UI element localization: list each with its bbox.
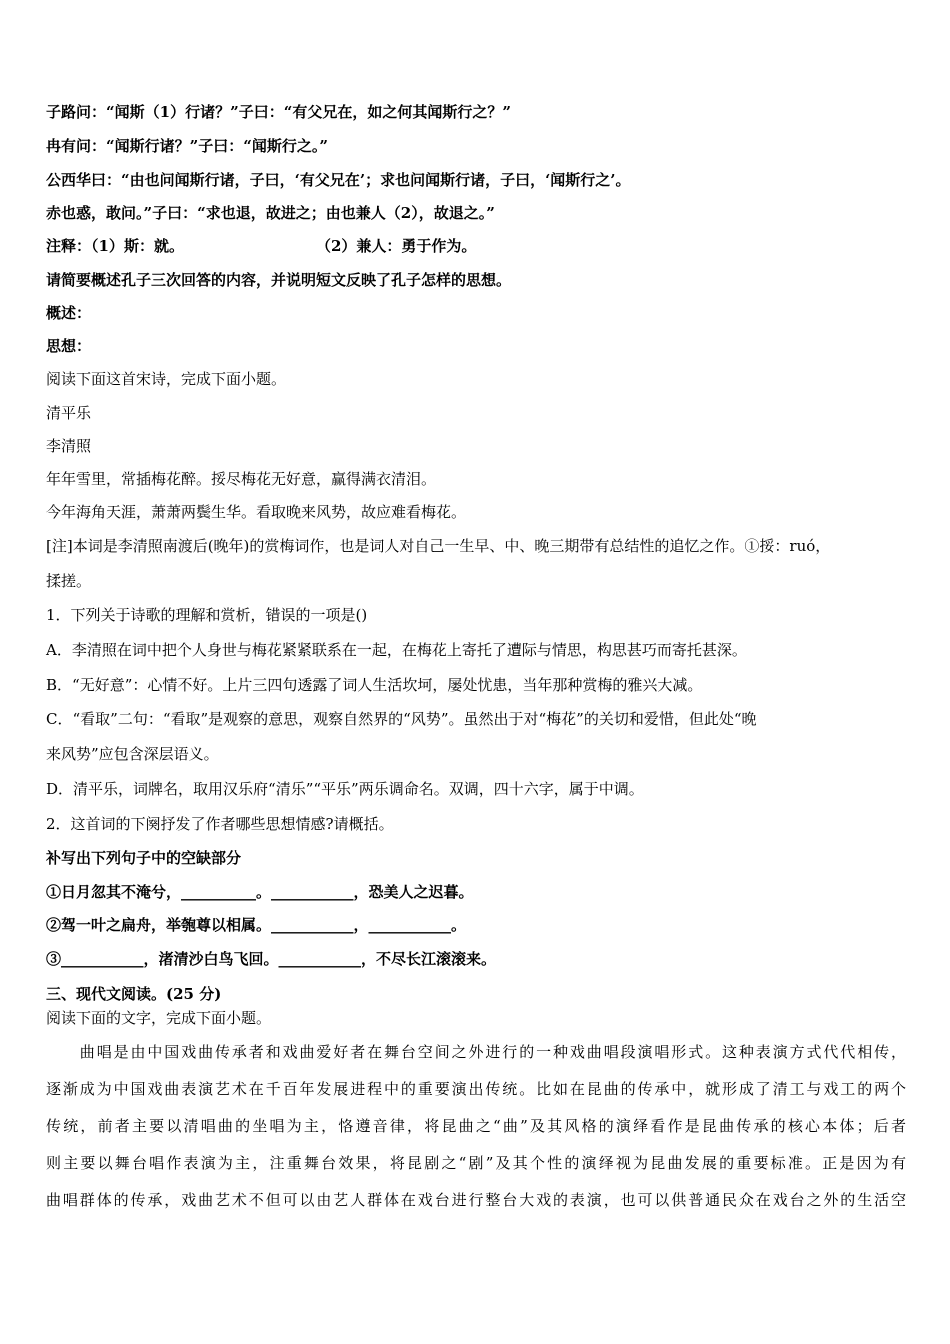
poem-line-1: 年年雪里，常插梅花醉。挼尽梅花无好意，赢得满衣清泪。 bbox=[46, 470, 437, 488]
summary-label: 概述： bbox=[46, 304, 92, 322]
fill-line-2: ②驾一叶之扁舟，举匏尊以相属。___________，___________。 bbox=[46, 916, 467, 934]
passage-line-5: 曲唱群体的传承，戏曲艺术不但可以由艺人群体在戏台进行整台大戏的表演，也可以供普通民众在戏台之外的生活空 bbox=[46, 1191, 906, 1209]
poem-intro: 阅读下面这首宋诗，完成下面小题。 bbox=[46, 370, 287, 388]
passage-line-2: 逐渐成为中国戏曲表演艺术在千百年发展进程中的重要演出传统。比如在昆曲的传承中，就形成了清工与戏工的两个 bbox=[46, 1080, 906, 1098]
poem-note-line-2: 揉搓。 bbox=[46, 572, 92, 590]
poem-title: 清平乐 bbox=[46, 404, 92, 422]
section-3-heading: 三、现代文阅读。(25 分) bbox=[46, 985, 222, 1003]
option-c-line-2: 来风势”应包含深层语义。 bbox=[46, 745, 219, 763]
thought-label: 思想： bbox=[46, 337, 92, 355]
annotation-line bbox=[46, 236, 906, 256]
fill-line-1: ①日月忽其不淹兮，__________。___________，恐美人之迟暮。 bbox=[46, 883, 474, 901]
annotation-2: （2）兼人：勇于作为。 bbox=[315, 237, 477, 255]
option-c-line-1: C．“看取”二句：“看取”是观察的意思，观察自然界的“风势”。虽然出于对“梅花”的关切和爱惜，但此处“晚 bbox=[46, 710, 757, 728]
passage-line-4: 则主要以舞台唱作表演为主，注重舞台效果，将昆剧之“剧”及其个性的演绎视为昆曲发展的重要标准。正是因为有 bbox=[46, 1154, 906, 1172]
option-d: D．清平乐，词牌名，取用汉乐府“清乐”“平乐”两乐调命名。双调，四十六字，属于中调。 bbox=[46, 780, 644, 798]
passage-line-1: 曲唱是由中国戏曲传承者和戏曲爱好者在舞台空间之外进行的一种戏曲唱段演唱形式。这种表演方式代代相传， bbox=[46, 1043, 906, 1061]
task-prompt: 请简要概述孔子三次回答的内容，并说明短文反映了孔子怎样的思想。 bbox=[46, 271, 512, 289]
fill-heading: 补写出下列句子中的空缺部分 bbox=[46, 849, 242, 867]
fill-line-3: ③___________，渚清沙白鸟飞回。___________，不尽长江滚滚来。 bbox=[46, 950, 497, 968]
dialogue-line-1: 子路问：“闻斯（1）行诸？”子曰：“有父兄在，如之何其闻斯行之？” bbox=[46, 103, 511, 121]
dialogue-line-2: 冉有问：“闻斯行诸？”子曰：“闻斯行之。” bbox=[46, 137, 329, 155]
poem-line-2: 今年海角天涯，萧萧两鬓生华。看取晚来风势，故应难看梅花。 bbox=[46, 503, 467, 521]
poem-note-line-1: [注]本词是李清照南渡后(晚年)的赏梅词作，也是词人对自己一生早、中、晚三期带有总结性的追忆之作。①挼：ruó， bbox=[46, 537, 831, 555]
dialogue-line-4: 赤也惑，敢问。”子曰：“求也退，故进之；由也兼人（2），故退之。” bbox=[46, 204, 495, 222]
option-a: A．李清照在词中把个人身世与梅花紧紧联系在一起，在梅花上寄托了遭际与情思，构思甚巧而寄托甚深。 bbox=[46, 641, 747, 659]
annotation-1: 注释：（1）斯：就。 bbox=[46, 237, 184, 255]
dialogue-line-3: 公西华曰：“由也问闻斯行诸，子曰，‘有父兄在’；求也问闻斯行诸，子曰，‘闻斯行之’。 bbox=[46, 171, 631, 189]
question-1: 1．下列关于诗歌的理解和赏析，错误的一项是() bbox=[46, 606, 368, 624]
passage-line-3: 传统，前者主要以清唱曲的坐唱为主，恪遵音律，将昆曲之“曲”及其风格的演绎看作是昆曲传承的核心本体；后者 bbox=[46, 1117, 906, 1135]
poem-author: 李清照 bbox=[46, 437, 92, 455]
option-b: B．“无好意”：心情不好。上片三四句透露了词人生活坎坷，屡处忧患，当年那种赏梅的雅兴大减。 bbox=[46, 676, 703, 694]
question-2: 2．这首词的下阕抒发了作者哪些思想情感?请概括。 bbox=[46, 815, 394, 833]
section-3-intro: 阅读下面的文字，完成下面小题。 bbox=[46, 1009, 272, 1027]
